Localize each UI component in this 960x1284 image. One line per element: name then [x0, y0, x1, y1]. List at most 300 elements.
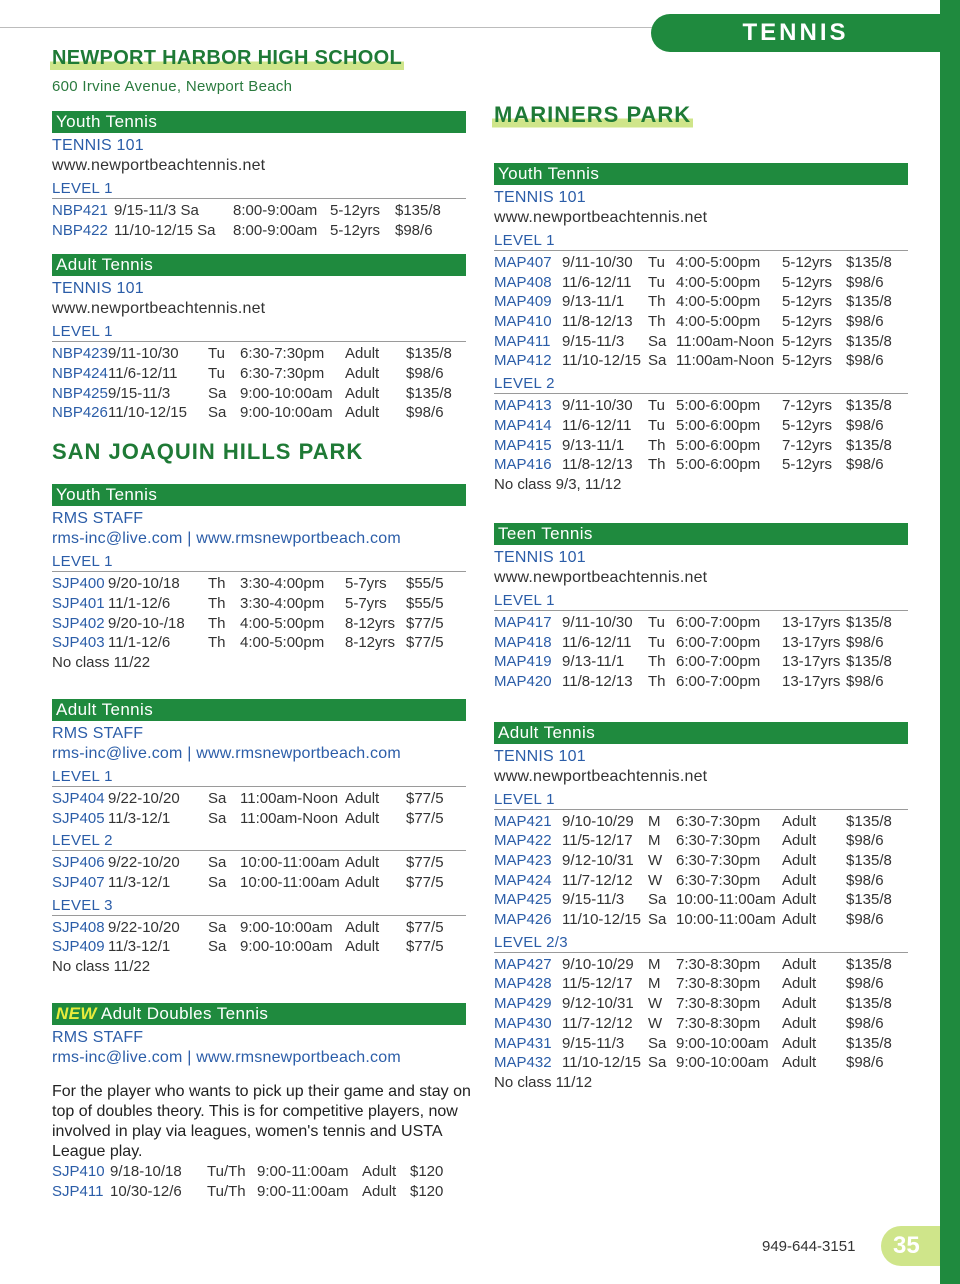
class-time: 11:00am-Noon — [240, 789, 339, 807]
class-day: Sa — [648, 352, 667, 370]
section-bar: Teen Tennis — [494, 523, 908, 545]
class-row — [52, 873, 466, 893]
class-fee: $98/6 — [846, 313, 884, 331]
class-row — [52, 937, 466, 957]
contact-line[interactable]: rms-inc@live.com | www.rmsnewportbeach.com — [52, 530, 401, 548]
class-dates: 11/6-12/11 — [108, 365, 178, 383]
class-dates: 9/15-11/3 — [562, 1034, 625, 1052]
class-dates: 9/13-11/1 — [562, 436, 625, 454]
class-age: 7-12yrs — [782, 436, 833, 454]
class-row — [494, 613, 908, 633]
class-code[interactable]: MAP432 — [494, 1054, 552, 1072]
class-list — [52, 344, 466, 423]
class-dates: 9/18-10/18 — [110, 1163, 182, 1180]
class-code[interactable]: MAP409 — [494, 293, 552, 311]
class-fee: $98/6 — [846, 672, 884, 690]
class-code[interactable]: MAP413 — [494, 397, 552, 415]
class-day: Tu — [648, 633, 665, 651]
class-age: Adult — [345, 404, 380, 422]
class-age: Adult — [782, 1034, 817, 1052]
class-code[interactable]: MAP431 — [494, 1034, 552, 1052]
class-time: 9:00-10:00am — [676, 1034, 769, 1052]
class-time: 4:00-5:00pm — [676, 313, 761, 331]
class-dates: 9/10-10/29 — [562, 812, 634, 830]
class-code[interactable]: NBP423 — [52, 345, 108, 363]
class-fee: $135/8 — [846, 955, 892, 973]
class-age: 13-17yrs — [782, 672, 841, 690]
class-fee: $55/5 — [406, 575, 444, 593]
class-code[interactable]: MAP419 — [494, 653, 552, 671]
level-groups — [494, 232, 908, 475]
class-fee: $98/6 — [846, 352, 884, 370]
page-number: 35 — [881, 1226, 940, 1266]
schedule-note: No class 11/12 — [494, 1073, 593, 1091]
class-time: 4:00-5:00pm — [676, 254, 761, 271]
class-time: 4:00-5:00pm — [240, 634, 325, 652]
park-title: MARINERS PARK — [492, 100, 693, 130]
class-dates: 11/3-12/1 — [108, 873, 171, 891]
class-row — [52, 918, 466, 938]
class-code[interactable]: SJP404 — [52, 789, 105, 807]
class-time: 6:00-7:00pm — [676, 613, 761, 631]
class-code[interactable]: NBP424 — [52, 365, 108, 383]
class-dates: 11/6-12/11 — [562, 633, 632, 651]
class-row — [494, 396, 908, 416]
sjh-youth-section — [52, 484, 466, 673]
course-name: TENNIS 101 — [52, 137, 144, 154]
class-code[interactable]: MAP407 — [494, 254, 552, 271]
class-code[interactable]: MAP416 — [494, 456, 552, 474]
class-time: 10:00-11:00am — [676, 911, 776, 929]
level-groups — [52, 768, 466, 957]
class-age: Adult — [782, 852, 817, 869]
contact-line[interactable]: rms-inc@live.com | www.rmsnewportbeach.com — [52, 1049, 401, 1066]
class-time: 6:00-7:00pm — [676, 653, 761, 671]
level-heading: LEVEL 1 — [494, 232, 908, 251]
class-time: 4:00-5:00pm — [676, 273, 761, 291]
level-heading: LEVEL 1 — [494, 791, 908, 810]
class-row — [52, 344, 466, 364]
class-day: Tu — [208, 345, 225, 363]
section-bar: Adult Tennis — [494, 722, 908, 744]
course-name: TENNIS 101 — [52, 280, 144, 298]
class-row — [494, 851, 908, 871]
class-row — [52, 633, 466, 653]
class-code[interactable]: MAP412 — [494, 352, 552, 370]
class-dates: 9/11-10/30 — [562, 613, 633, 631]
level-heading: LEVEL 2/3 — [494, 934, 908, 953]
class-row — [494, 292, 908, 312]
class-time: 7:30-8:30pm — [676, 955, 761, 973]
level-heading: LEVEL 1 — [52, 553, 466, 572]
class-code[interactable]: SJP401 — [52, 594, 105, 612]
class-code[interactable]: NBP425 — [52, 384, 108, 402]
class-row — [52, 221, 466, 241]
class-day: Tu — [648, 416, 665, 434]
class-code[interactable]: SJP407 — [52, 873, 105, 891]
class-fee: $135/8 — [846, 995, 892, 1013]
class-day: W — [648, 852, 663, 869]
class-fee: $135/8 — [846, 812, 892, 830]
class-fee: $135/8 — [406, 384, 452, 402]
class-fee: $135/8 — [395, 202, 441, 219]
class-fee: $77/5 — [406, 614, 444, 632]
level-heading: LEVEL 2 — [494, 375, 908, 394]
class-dates: 11/10-12/15 — [562, 1054, 641, 1072]
class-day: M — [648, 832, 661, 850]
class-code[interactable]: SJP409 — [52, 938, 105, 956]
class-day: Sa — [208, 789, 227, 807]
class-time: 7:30-8:30pm — [676, 1014, 761, 1032]
class-code[interactable]: SJP402 — [52, 614, 105, 632]
class-age: 5-12yrs — [782, 254, 833, 271]
class-day: M — [648, 975, 661, 993]
class-time: 11:00am-Noon — [676, 352, 775, 370]
school-title: NEWPORT HARBOR HIGH SCHOOL — [50, 44, 404, 72]
level-heading: LEVEL 1 — [494, 592, 908, 611]
class-fee: $98/6 — [846, 1014, 884, 1032]
class-row — [494, 1034, 908, 1054]
class-code[interactable]: MAP424 — [494, 871, 552, 889]
class-fee: $98/6 — [395, 221, 433, 239]
course-name: TENNIS 101 — [494, 548, 586, 566]
class-age: 5-12yrs — [330, 202, 381, 219]
level-heading: LEVEL 2 — [52, 832, 466, 851]
class-code[interactable]: SJP406 — [52, 854, 105, 872]
class-row — [494, 1014, 908, 1034]
class-fee: $135/8 — [406, 345, 452, 363]
class-fee: $77/5 — [406, 938, 444, 956]
class-time: 9:00-10:00am — [676, 1054, 769, 1072]
map-teen-section — [494, 523, 908, 692]
class-time: 6:30-7:30pm — [676, 871, 761, 889]
class-code[interactable]: MAP429 — [494, 995, 552, 1013]
class-code[interactable]: MAP414 — [494, 416, 552, 434]
class-fee: $98/6 — [846, 911, 884, 929]
class-time: 9:00-10:00am — [240, 918, 333, 936]
class-fee: $135/8 — [846, 1034, 892, 1052]
class-day: W — [648, 871, 663, 889]
class-code[interactable]: MAP425 — [494, 891, 552, 909]
class-row — [52, 594, 466, 614]
class-code[interactable]: MAP426 — [494, 911, 552, 929]
staff-name: RMS STAFF — [52, 1029, 144, 1046]
class-time: 5:00-6:00pm — [676, 456, 761, 474]
class-code[interactable]: SJP405 — [52, 809, 105, 827]
class-row — [52, 364, 466, 384]
class-dates: 9/22-10/20 — [108, 918, 180, 936]
class-age: Adult — [782, 832, 817, 850]
course-name: TENNIS 101 — [494, 747, 586, 765]
class-code[interactable]: MAP428 — [494, 975, 552, 993]
class-dates: 11/10-12/15 — [108, 404, 187, 422]
class-fee: $135/8 — [846, 852, 892, 869]
class-row — [494, 312, 908, 332]
class-age: Adult — [345, 365, 380, 383]
class-fee: $98/6 — [846, 456, 884, 474]
class-time: 8:00-9:00am — [233, 221, 318, 239]
class-row — [494, 436, 908, 456]
class-age: 5-7yrs — [345, 594, 387, 612]
class-list — [52, 201, 466, 240]
level-heading: LEVEL 1 — [52, 323, 466, 342]
class-dates: 9/15-11/3 — [562, 332, 625, 350]
class-code[interactable]: MAP415 — [494, 436, 552, 454]
class-fee: $120 — [410, 1163, 444, 1180]
class-day: Sa — [208, 873, 227, 891]
class-time: 7:30-8:30pm — [676, 995, 761, 1013]
class-age: 5-12yrs — [782, 313, 833, 331]
class-dates: 11/3-12/1 — [108, 938, 171, 956]
class-row — [494, 633, 908, 653]
class-code[interactable]: SJP403 — [52, 634, 105, 652]
class-code[interactable]: MAP411 — [494, 332, 551, 350]
class-age: Adult — [782, 871, 817, 889]
section-bar: Adult Tennis — [52, 254, 466, 276]
class-row — [52, 614, 466, 634]
class-time: 6:30-7:30pm — [240, 345, 325, 363]
class-age: Adult — [345, 345, 380, 363]
class-age: 8-12yrs — [345, 614, 396, 632]
class-time: 6:30-7:30pm — [676, 852, 761, 869]
class-day: Sa — [648, 332, 667, 350]
class-fee: $98/6 — [406, 365, 444, 383]
class-age: 13-17yrs — [782, 613, 841, 631]
class-row — [494, 253, 908, 273]
website-link[interactable]: www.newportbeachtennis.net — [52, 157, 266, 174]
class-age: Adult — [362, 1182, 397, 1200]
class-day: W — [648, 995, 663, 1013]
class-fee: $135/8 — [846, 293, 892, 311]
class-dates: 11/10-12/15 Sa — [114, 221, 216, 239]
class-row — [494, 652, 908, 672]
class-fee: $98/6 — [846, 416, 884, 434]
class-day: Sa — [648, 1034, 667, 1052]
class-day: Sa — [208, 938, 227, 956]
class-age: Adult — [345, 384, 380, 402]
class-row — [52, 384, 466, 404]
class-time: 6:00-7:00pm — [676, 672, 761, 690]
class-age: Adult — [782, 995, 817, 1013]
class-dates: 9/15-11/3 Sa — [114, 202, 199, 219]
class-fee: $77/5 — [406, 918, 444, 936]
class-row — [52, 403, 466, 423]
class-time: 11:00am-Noon — [240, 809, 339, 827]
class-code[interactable]: MAP427 — [494, 955, 552, 973]
class-list — [52, 1162, 466, 1201]
class-day: M — [648, 955, 661, 973]
schedule-note: No class 11/22 — [52, 958, 151, 975]
class-code[interactable]: MAP408 — [494, 273, 552, 291]
class-code[interactable]: SJP400 — [52, 575, 105, 593]
class-day: Sa — [648, 891, 667, 909]
top-divider — [0, 27, 655, 28]
class-dates: 11/8-12/13 — [562, 456, 633, 474]
class-day: Th — [208, 575, 226, 593]
class-day: Tu/Th — [207, 1163, 246, 1180]
class-row — [494, 890, 908, 910]
class-time: 9:00-10:00am — [240, 384, 333, 402]
level-heading: LEVEL 3 — [52, 897, 466, 916]
class-row — [494, 332, 908, 352]
class-fee: $98/6 — [846, 871, 884, 889]
class-dates: 9/11-10/30 — [562, 397, 633, 415]
class-dates: 9/20-10-/18 — [108, 614, 185, 632]
class-code[interactable]: SJP410 — [52, 1163, 105, 1180]
class-dates: 11/6-12/11 — [562, 416, 632, 434]
class-age: Adult — [782, 911, 817, 929]
class-day: Tu/Th — [207, 1182, 246, 1200]
class-day: Tu — [648, 613, 665, 631]
class-fee: $77/5 — [406, 809, 444, 827]
class-age: 5-7yrs — [345, 575, 387, 593]
class-fee: $98/6 — [846, 1054, 884, 1072]
class-age: Adult — [345, 789, 380, 807]
class-day: Th — [648, 293, 666, 311]
class-age: Adult — [345, 854, 380, 872]
website-link[interactable]: www.newportbeachtennis.net — [52, 300, 266, 318]
class-dates: 11/8-12/13 — [562, 313, 633, 331]
class-day: Tu — [208, 365, 225, 383]
class-day: Sa — [648, 1054, 667, 1072]
class-dates: 9/22-10/20 — [108, 789, 180, 807]
class-fee: $135/8 — [846, 332, 892, 350]
class-day: Th — [208, 614, 226, 632]
map-youth-section — [494, 163, 908, 495]
nhhs-youth-section — [52, 111, 466, 240]
website-link[interactable]: www.newportbeachtennis.net — [494, 767, 708, 785]
class-age: Adult — [345, 809, 380, 827]
class-age: Adult — [345, 873, 380, 891]
website-link[interactable]: www.newportbeachtennis.net — [494, 209, 708, 226]
class-time: 6:30-7:30pm — [676, 812, 761, 830]
section-bar: Youth Tennis — [52, 111, 466, 133]
class-code[interactable]: NBP421 — [52, 202, 108, 219]
class-code[interactable]: SJP411 — [52, 1182, 104, 1200]
class-code[interactable]: NBP422 — [52, 221, 108, 239]
class-age: Adult — [782, 1054, 817, 1072]
class-row — [494, 831, 908, 851]
class-age: 5-12yrs — [782, 416, 833, 434]
class-row — [52, 574, 466, 594]
class-dates: 11/3-12/1 — [108, 809, 171, 827]
class-dates: 11/7-12/12 — [562, 871, 633, 889]
class-day: Th — [208, 594, 226, 612]
class-age: Adult — [782, 955, 817, 973]
class-time: 9:00-11:00am — [257, 1182, 349, 1200]
course-name: TENNIS 101 — [494, 189, 586, 206]
class-age: 5-12yrs — [782, 352, 833, 370]
class-dates: 9/12-10/31 — [562, 852, 634, 869]
class-time: 5:00-6:00pm — [676, 436, 761, 454]
class-code[interactable]: MAP423 — [494, 852, 552, 869]
class-age: Adult — [782, 1014, 817, 1032]
class-time: 5:00-6:00pm — [676, 416, 761, 434]
contact-line[interactable]: rms-inc@live.com | www.rmsnewportbeach.com — [52, 744, 401, 762]
section-bar — [52, 1003, 466, 1025]
class-day: M — [648, 812, 661, 830]
class-time: 9:00-10:00am — [240, 938, 333, 956]
class-dates: 9/11-10/30 — [108, 345, 179, 363]
class-dates: 11/5-12/17 — [562, 832, 633, 850]
new-badge: NEW — [56, 1004, 97, 1023]
class-row — [494, 974, 908, 994]
class-age: 5-12yrs — [782, 293, 833, 311]
class-dates: 11/5-12/17 — [562, 975, 633, 993]
class-row — [494, 455, 908, 475]
class-dates: 9/22-10/20 — [108, 854, 180, 872]
class-time: 10:00-11:00am — [240, 873, 340, 891]
class-time: 9:00-10:00am — [240, 404, 333, 422]
class-row — [52, 809, 466, 829]
sjh-adult-section — [52, 699, 466, 977]
class-code[interactable]: MAP430 — [494, 1014, 552, 1032]
class-row — [494, 910, 908, 930]
class-dates: 9/15-11/3 — [108, 384, 171, 402]
class-time: 5:00-6:00pm — [676, 397, 761, 415]
staff-name: RMS STAFF — [52, 510, 144, 528]
class-code[interactable]: MAP418 — [494, 633, 552, 651]
class-age: Adult — [345, 918, 380, 936]
class-day: Tu — [648, 397, 665, 415]
class-code[interactable]: MAP422 — [494, 832, 552, 850]
class-day: Sa — [208, 854, 227, 872]
class-time: 7:30-8:30pm — [676, 975, 761, 993]
class-code[interactable]: NBP426 — [52, 404, 108, 422]
class-dates: 11/10-12/15 — [562, 911, 641, 929]
class-fee: $98/6 — [846, 832, 884, 850]
class-age: 5-12yrs — [330, 221, 381, 239]
class-row — [494, 1053, 908, 1073]
class-day: Sa — [648, 911, 667, 929]
class-dates: 9/20-10/18 — [108, 575, 180, 593]
class-age: 13-17yrs — [782, 653, 841, 671]
class-code[interactable]: SJP408 — [52, 918, 105, 936]
class-row — [52, 789, 466, 809]
level-heading: LEVEL 1 — [52, 768, 466, 787]
class-day: Th — [648, 672, 666, 690]
class-time: 4:00-5:00pm — [676, 293, 761, 311]
class-age: 13-17yrs — [782, 633, 841, 651]
class-fee: $135/8 — [846, 653, 892, 671]
class-code[interactable]: MAP421 — [494, 812, 552, 830]
doubles-description: For the player who wants to pick up their game and stay on top of doubles theory. This is for competitive players, now involved in play via leagues, women's tennis and USTA League play. — [52, 1083, 471, 1160]
class-fee: $135/8 — [846, 613, 892, 631]
class-fee: $77/5 — [406, 634, 444, 652]
class-code[interactable]: MAP420 — [494, 672, 552, 690]
class-fee: $98/6 — [846, 273, 884, 291]
left-column — [52, 44, 471, 1201]
class-age: 5-12yrs — [782, 332, 833, 350]
class-day: Tu — [648, 254, 665, 271]
section-tab: TENNIS — [651, 14, 940, 52]
class-age: Adult — [782, 891, 817, 909]
class-code[interactable]: MAP417 — [494, 613, 552, 631]
school-address: 600 Irvine Avenue, Newport Beach — [52, 78, 293, 95]
class-age: Adult — [345, 938, 380, 956]
class-fee: $77/5 — [406, 789, 444, 807]
class-fee: $77/5 — [406, 854, 444, 872]
class-time: 10:00-11:00am — [240, 854, 340, 872]
class-dates: 9/13-11/1 — [562, 653, 625, 671]
class-list — [52, 574, 466, 653]
section-bar: Youth Tennis — [52, 484, 466, 506]
class-day: Th — [648, 313, 666, 331]
section-bar-label: Adult Doubles Tennis — [100, 1004, 269, 1023]
class-dates: 11/7-12/12 — [562, 1014, 633, 1032]
class-code[interactable]: MAP410 — [494, 313, 552, 331]
website-link[interactable]: www.newportbeachtennis.net — [494, 568, 708, 586]
